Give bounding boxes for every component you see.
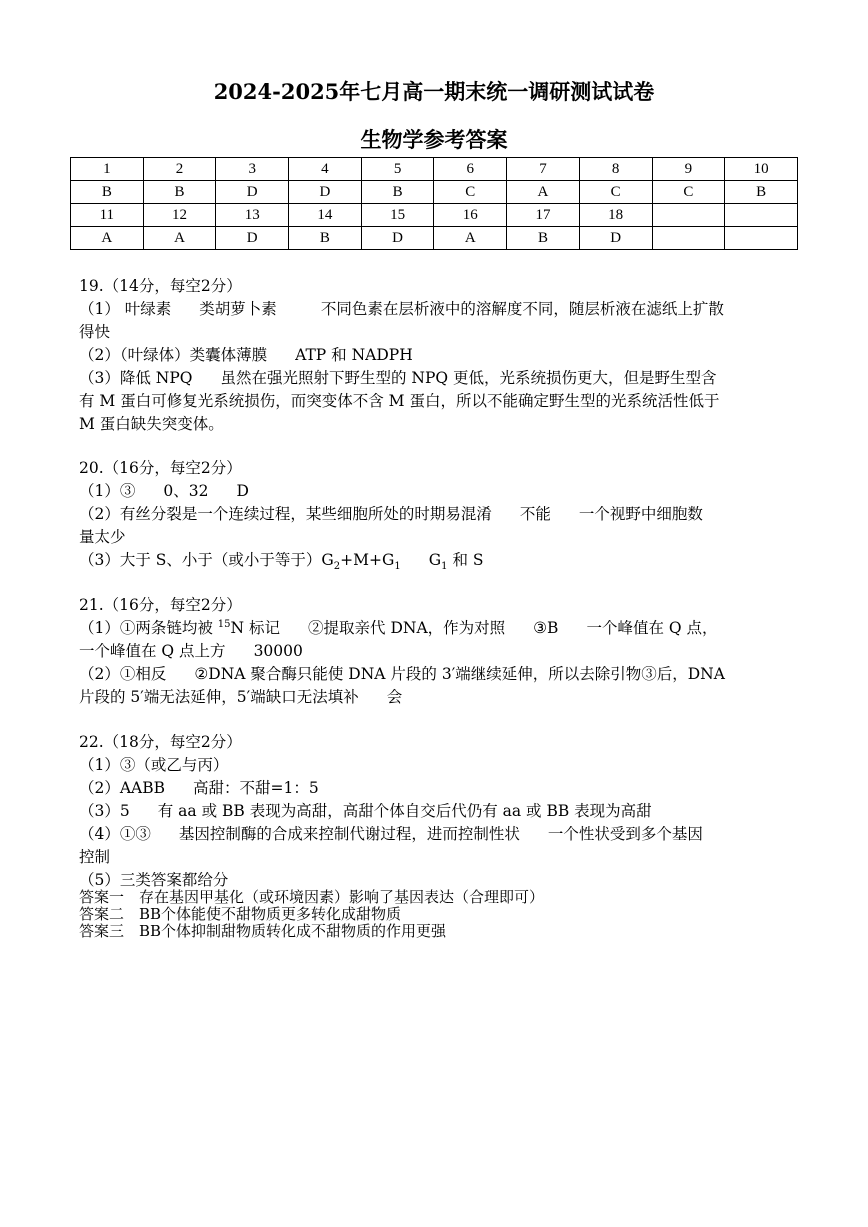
q19-p1-a: （1） 叶绿素 (79, 300, 172, 318)
table-cell: C (434, 181, 507, 204)
table-cell (725, 204, 798, 227)
table-cell: B (507, 227, 580, 250)
q22-answer-1: 答案一 存在基因甲基化（或环境因素）影响了基因表达（合理即可） (79, 888, 545, 906)
q22-p4-d: 控制 (79, 848, 111, 866)
table-cell: D (579, 227, 652, 250)
q22-part4 (79, 824, 703, 844)
table-cell: 14 (289, 204, 362, 227)
q20-p1-b: 0、32 (163, 482, 209, 500)
q21-p1-e: 一个峰值在 Q 点， (586, 619, 718, 637)
table-cell: 7 (507, 158, 580, 181)
q20-p3-d: 和 S (447, 551, 484, 569)
table-cell: A (143, 227, 216, 250)
table-cell: D (216, 181, 289, 204)
table-cell (725, 227, 798, 250)
q21-heading: 21.（16分，每空2分） (79, 596, 242, 614)
q19-p1-d: 得快 (79, 323, 111, 341)
table-cell: A (434, 227, 507, 250)
q21-part2-cont (79, 687, 402, 707)
table-cell: B (361, 181, 434, 204)
table-cell: C (579, 181, 652, 204)
page-subtitle: 生物学参考答案 (360, 127, 508, 152)
q21-part1 (79, 618, 718, 638)
table-cell: 16 (434, 204, 507, 227)
q19-heading: 19.（14分，每空2分） (79, 277, 242, 295)
q20-p3-sub3: 1 (441, 561, 448, 573)
table-cell: 1 (71, 158, 144, 181)
table-cell: A (507, 181, 580, 204)
q22-p4-b: 基因控制酶的合成来控制代谢过程，进而控制性状 (178, 825, 520, 843)
q19-p1-b: 类胡萝卜素 (199, 300, 277, 318)
table-cell: B (71, 181, 144, 204)
table-cell: 17 (507, 204, 580, 227)
table-cell: 3 (216, 158, 289, 181)
q22-p2-b: 高甜：不甜=1：5 (193, 779, 319, 797)
q22-p5: （5）三类答案都给分 (79, 871, 229, 889)
q20-p2-d: 量太少 (79, 528, 126, 546)
q21-p1-a: （1）①两条链均被 (79, 619, 218, 637)
q21-p1-d: ③B (533, 619, 559, 637)
q20-part2 (79, 504, 703, 524)
q21-p1-sup: 15 (217, 618, 231, 630)
q21-p1-c: ②提取亲代 DNA，作为对照 (308, 619, 506, 637)
table-cell: 8 (579, 158, 652, 181)
q20-p2-c: 一个视野中细胞数 (578, 505, 703, 523)
table-cell: A (71, 227, 144, 250)
q22-p3-b: 有 aa 或 BB 表现为高甜，高甜个体自交后代仍有 aa 或 BB 表现为高甜 (157, 802, 652, 820)
q20-p3-sub2: 1 (394, 561, 401, 573)
table-cell: C (652, 181, 725, 204)
q20-part3 (79, 550, 484, 573)
q20-part1 (79, 481, 249, 501)
q22-p4-a: （4）①③ (79, 825, 151, 843)
table-cell (652, 204, 725, 227)
table-cell: B (289, 227, 362, 250)
table-cell: 10 (725, 158, 798, 181)
table-cell: 18 (579, 204, 652, 227)
q21-p1-f: 一个峰值在 Q 点上方 (79, 642, 226, 660)
q19-p3-b: 虽然在强光照射下野生型的 NPQ 更低，光系统损伤更大，但是野生型含 (220, 369, 717, 387)
q19-part2 (79, 345, 413, 365)
table-cell: 11 (71, 204, 144, 227)
q20-p2-a: （2）有丝分裂是一个连续过程，某些细胞所处的时期易混淆 (79, 505, 492, 523)
q22-p2-a: （2）AABB (79, 779, 166, 797)
table-cell: 5 (361, 158, 434, 181)
q20-heading: 20.（16分，每空2分） (79, 459, 242, 477)
table-row-answers (71, 227, 798, 250)
q22-heading: 22.（18分，每空2分） (79, 733, 242, 751)
q21-p2-a: （2）①相反 (79, 665, 167, 683)
q22-p1: （1）③（或乙与丙） (79, 756, 229, 774)
q22-part3 (79, 801, 652, 821)
q22-answer-3: 答案三 BB个体抑制甜物质转化成不甜物质的作用更强 (79, 922, 447, 940)
q20-p3-a: （3）大于 S、小于（或小于等于）G (79, 551, 334, 569)
answer-table (70, 157, 798, 250)
q19-p2-b: ATP 和 NADPH (295, 346, 413, 364)
q20-p1-a: （1）③ (79, 482, 136, 500)
q21-p1-b: N 标记 (230, 619, 281, 637)
q20-p1-c: D (236, 482, 249, 500)
q22-part2 (79, 778, 319, 798)
q21-p1-g: 30000 (253, 642, 303, 660)
q19-p3-a: （3）降低 NPQ (79, 369, 193, 387)
q21-p2-c: 片段的 5′端无法延伸，5′端缺口无法填补 (79, 688, 359, 706)
q19-p2-a: （2）（叶绿体）类囊体薄膜 (79, 346, 268, 364)
q22-answer-2: 答案二 BB个体能使不甜物质更多转化成甜物质 (79, 905, 402, 923)
q19-p1-c: 不同色素在层析液中的溶解度不同，随层析液在滤纸上扩散 (320, 300, 724, 318)
q20-p3-b: +M+G (340, 551, 395, 569)
q21-part2 (79, 664, 725, 684)
table-cell (652, 227, 725, 250)
q19-p3-d: M 蛋白缺失突变体。 (79, 415, 224, 433)
q21-part1-cont (79, 641, 303, 661)
table-row-numbers (71, 204, 798, 227)
q22-p4-c: 一个性状受到多个基因 (547, 825, 703, 843)
page-title: 2024-2025年七月高一期末统一调研测试试卷 (213, 79, 655, 104)
table-cell: 6 (434, 158, 507, 181)
table-cell: B (725, 181, 798, 204)
q19-part3 (79, 368, 717, 388)
table-row-answers (71, 181, 798, 204)
table-cell: 2 (143, 158, 216, 181)
q21-p2-b: ②DNA 聚合酶只能使 DNA 片段的 3′端继续延伸，所以去除引物③后，DNA (194, 665, 725, 683)
table-cell: 13 (216, 204, 289, 227)
table-cell: D (361, 227, 434, 250)
table-cell: D (289, 181, 362, 204)
table-cell: 12 (143, 204, 216, 227)
table-cell: 9 (652, 158, 725, 181)
q20-p2-b: 不能 (519, 505, 551, 523)
q20-p3-c: G (428, 551, 442, 569)
table-cell: D (216, 227, 289, 250)
q22-p3-a: （3）5 (79, 802, 130, 820)
q19-p3-c: 有 M 蛋白可修复光系统损伤，而突变体不含 M 蛋白，所以不能确定野生型的光系统活性低于 (79, 392, 720, 410)
q20-p3-sub1: 2 (333, 561, 341, 573)
q21-p2-d: 会 (386, 688, 403, 706)
table-cell: 4 (289, 158, 362, 181)
table-row-numbers (71, 158, 798, 181)
table-cell: B (143, 181, 216, 204)
q19-part1 (79, 299, 724, 319)
table-cell: 15 (361, 204, 434, 227)
